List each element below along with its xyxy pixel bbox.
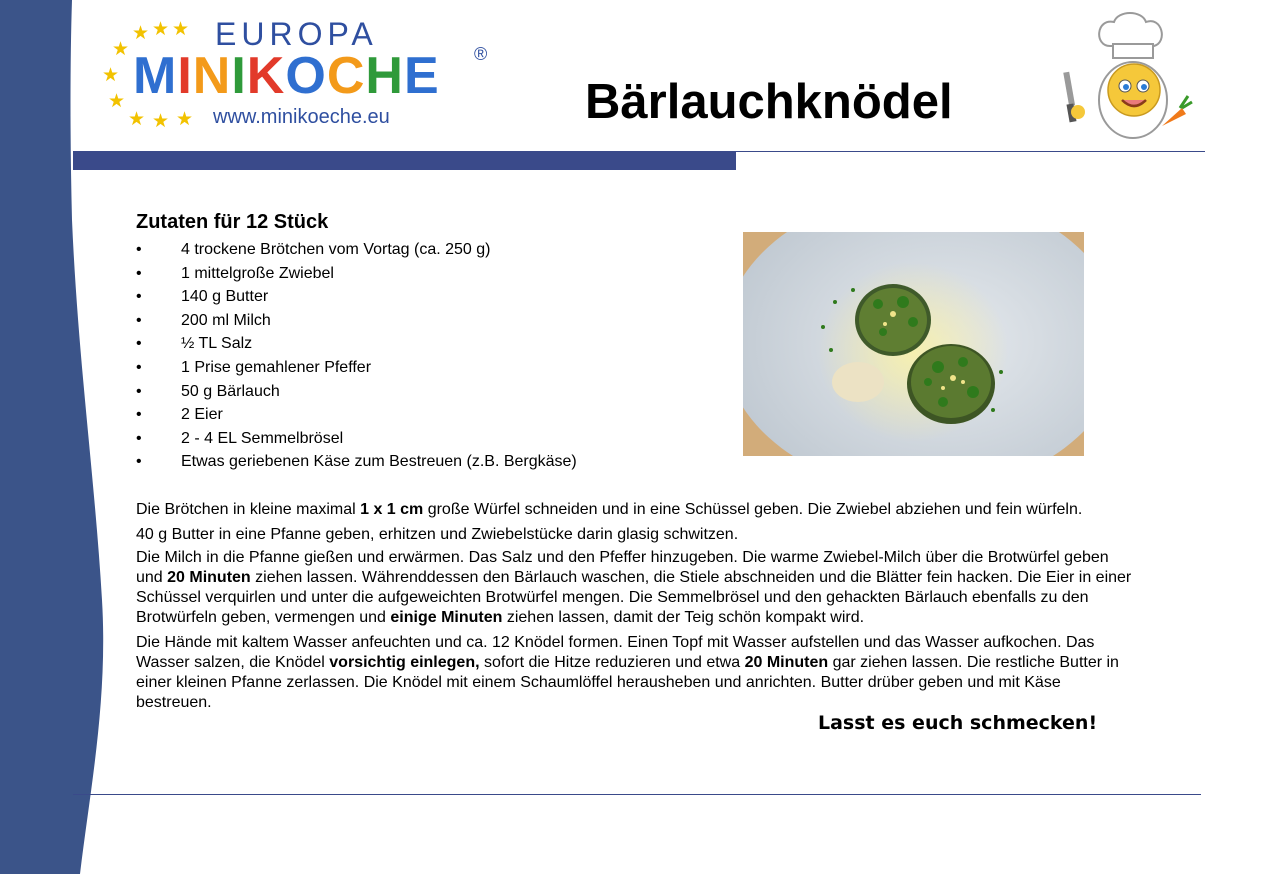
bullet-icon: • bbox=[136, 264, 142, 282]
instruction-emphasis: 20 Minuten bbox=[167, 569, 251, 586]
instruction-paragraph-4 bbox=[136, 633, 1136, 713]
registered-mark: ® bbox=[474, 44, 488, 64]
instruction-text: gar ziehen lassen. Die restliche Butter in einer kleinen Pfanne zerlassen. Die Knödel mit einem Schaumlöffel herausheben und anrichten. Butter drüber geben und mit Käse bestreuen. bbox=[136, 654, 1119, 711]
instruction-paragraph-1 bbox=[136, 500, 1136, 520]
ingredient-text: 4 trockene Brötchen vom Vortag (ca. 250 g) bbox=[181, 241, 491, 258]
instruction-paragraph-2: 40 g Butter in eine Pfanne geben, erhitzen und Zwiebelstücke darin glasig schwitzen. bbox=[136, 526, 739, 543]
instruction-emphasis: vorsichtig einlegen, bbox=[329, 654, 480, 671]
instruction-text: Die Hände mit kaltem Wasser anfeuchten und ca. 12 Knödel formen. Einen Topf mit Wasser aufstellen und das Wasser aufkochen. Das Wasser salzen, die Knödel bbox=[136, 634, 1095, 671]
bullet-icon: • bbox=[136, 453, 142, 471]
bullet-icon: • bbox=[136, 311, 142, 329]
bullet-icon: • bbox=[136, 358, 142, 376]
instruction-text: Die Brötchen in kleine maximal bbox=[136, 501, 361, 518]
recipe-title: Bärlauchknödel bbox=[585, 75, 953, 129]
ingredient-text: 140 g Butter bbox=[181, 288, 269, 306]
dish-photo bbox=[743, 232, 1084, 456]
bullet-icon: • bbox=[136, 241, 142, 258]
ingredient-text: 2 - 4 EL Semmelbrösel bbox=[181, 429, 344, 447]
chef-mascot-icon bbox=[1058, 8, 1198, 148]
ingredient-text: 1 Prise gemahlener Pfeffer bbox=[181, 358, 372, 376]
ingredient-item bbox=[136, 450, 577, 474]
europa-minikoeche-logo bbox=[100, 14, 510, 134]
ingredient-text: ½ TL Salz bbox=[181, 335, 253, 353]
ingredient-item bbox=[136, 238, 577, 262]
left-decorative-band bbox=[0, 0, 110, 874]
ingredient-item bbox=[136, 309, 577, 333]
ingredient-item bbox=[136, 262, 577, 286]
ingredient-item bbox=[136, 332, 577, 356]
ingredient-item bbox=[136, 403, 577, 427]
logo-url-text: www.minikoeche.eu bbox=[213, 106, 390, 128]
ingredient-item bbox=[136, 285, 577, 309]
ingredient-item bbox=[136, 356, 577, 380]
instruction-emphasis: 20 Minuten bbox=[744, 654, 829, 671]
ingredient-text: 50 g Bärlauch bbox=[181, 382, 280, 400]
ingredients-list bbox=[136, 238, 577, 474]
ingredient-text: 1 mittelgroße Zwiebel bbox=[181, 264, 334, 282]
instructions bbox=[136, 500, 1136, 718]
ingredient-text: 2 Eier bbox=[181, 406, 223, 424]
instruction-emphasis: 1 x 1 cm bbox=[360, 501, 424, 518]
ingredients-heading: Zutaten für 12 Stück bbox=[136, 211, 329, 233]
bullet-icon: • bbox=[136, 382, 142, 400]
bullet-icon: • bbox=[136, 288, 142, 306]
ingredient-text: 200 ml Milch bbox=[181, 311, 271, 329]
ingredient-text: Etwas geriebenen Käse zum Bestreuen (z.B. Bergkäse) bbox=[181, 453, 577, 471]
bullet-icon: • bbox=[136, 429, 142, 447]
instruction-paragraph-3 bbox=[136, 548, 1136, 628]
header-bar bbox=[73, 152, 736, 170]
eu-stars-ring: ★ ★ ★ ★ ★ ★ ★ ★ ★ bbox=[102, 19, 194, 132]
logo-europa-text: EUROPA bbox=[215, 16, 378, 52]
instruction-text: große Würfel schneiden und in eine Schüssel geben. Die Zwiebel abziehen und fein würfeln. bbox=[423, 501, 1083, 518]
footer-rule bbox=[73, 794, 1201, 795]
bullet-icon: • bbox=[136, 406, 142, 424]
bullet-icon: • bbox=[136, 335, 142, 353]
instruction-text: sofort die Hitze reduzieren und etwa bbox=[479, 654, 745, 671]
instruction-emphasis: einige Minuten bbox=[390, 609, 503, 626]
instruction-text: ziehen lassen, damit der Teig schön kompakt wird. bbox=[502, 609, 865, 626]
signoff-text: Lasst es euch schmecken! bbox=[818, 712, 1098, 734]
instruction-text: Die Milch in die Pfanne gießen und erwärmen. Das Salz und den Pfeffer hinzugeben. Die warme Zwiebel-Milch über die Brotwürfel geben und bbox=[136, 549, 1109, 586]
ingredient-item bbox=[136, 427, 577, 451]
logo-minikoeche-text: MINIKOCHE bbox=[133, 47, 440, 105]
ingredient-item bbox=[136, 380, 577, 404]
instruction-text: ziehen lassen. Währenddessen den Bärlauch waschen, die Stiele abschneiden und die Blätter fein hacken. Die Eier in einer Schüssel verquirlen und unter die aufgeweichten Brotwürfel mengen. Die Semmelbrösel und den gehackten Bärlauch ebenfalls zu den Brotwürfeln geben, vermengen und bbox=[136, 569, 1132, 626]
